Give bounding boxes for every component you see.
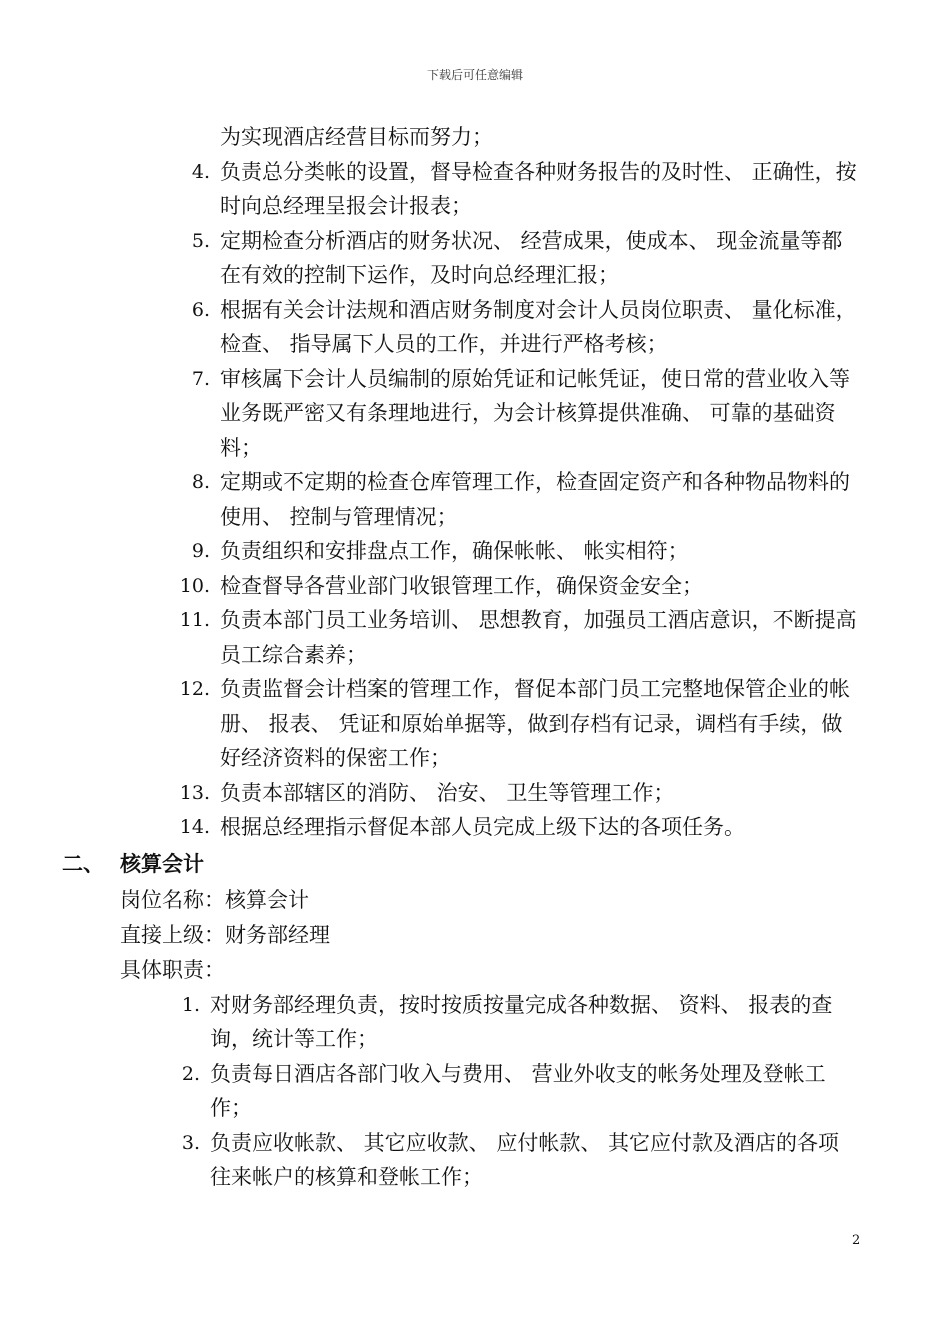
section-title: 核算会计 — [120, 851, 204, 876]
page-number: 2 — [852, 1233, 861, 1248]
list-item — [0, 672, 950, 776]
list-item — [0, 224, 950, 293]
list-item — [0, 603, 950, 672]
list-item-text: 负责监督会计档案的管理工作，督促本部门员工完整地保管企业的帐册、 报表、 凭证和原始单据等，做到存档有记录，调档有手续，做好经济资料的保密工作； — [220, 677, 850, 770]
list-item — [0, 1057, 950, 1126]
list-item — [0, 534, 950, 569]
list-item — [0, 362, 950, 466]
direct-supervisor: 直接上级：财务部经理 — [120, 922, 330, 947]
list-item-number: 1. — [181, 993, 200, 1016]
list-item-text: 负责应收帐款、 其它应收款、 应付帐款、 其它应付款及酒店的各项往来帐户的核算和登帐工作； — [210, 1130, 840, 1189]
section-heading — [0, 845, 950, 883]
list-item — [0, 810, 950, 845]
list-item-text: 根据有关会计法规和酒店财务制度对会计人员岗位职责、 量化标准，检查、 指导属下人员的工作，并进行严格考核； — [220, 297, 857, 356]
list-item-number: 3. — [181, 1131, 200, 1154]
list-item — [0, 1126, 950, 1195]
list-item-text: 负责每日酒店各部门收入与费用、 营业外收支的帐务处理及登帐工作； — [210, 1061, 826, 1120]
list-item-text: 负责组织和安排盘点工作，确保帐帐、 帐实相符； — [220, 539, 689, 563]
continuation-line: 为实现酒店经营目标而努力； — [220, 125, 493, 149]
document-body — [0, 120, 950, 1195]
list-item-text: 负责本部门员工业务培训、 思想教育，加强员工酒店意识，不断提高员工综合素养； — [220, 608, 857, 667]
list-item-number: 2. — [181, 1062, 200, 1085]
list-item-number: 4. — [191, 160, 210, 183]
duties-label: 具体职责： — [120, 957, 225, 982]
list-item-text: 负责本部辖区的消防、 治安、 卫生等管理工作； — [220, 780, 675, 805]
list-item-number: 5. — [191, 229, 210, 252]
list-item-number: 8. — [191, 471, 210, 493]
list-item — [0, 988, 950, 1057]
list-item-text: 审核属下会计人员编制的原始凭证和记帐凭证，使日常的营业收入等业务既严密又有条理地进行，为会计核算提供准确、 可靠的基础资料； — [220, 366, 850, 460]
list-item — [0, 155, 950, 224]
list-item-text: 根据总经理指示督促本部人员完成上级下达的各项任务。 — [220, 815, 745, 839]
list-item-number: 10. — [179, 574, 210, 597]
list-item-number: 12. — [179, 678, 210, 700]
list-item-text: 定期检查分析酒店的财务状况、 经营成果，使成本、 现金流量等都在有效的控制下运作，及时向总经理汇报； — [220, 228, 843, 287]
section-number: 二、 — [62, 851, 104, 876]
section2-list — [0, 988, 950, 1195]
list-item-text: 检查督导各营业部门收银管理工作，确保资金安全； — [220, 573, 703, 598]
list-item — [0, 465, 950, 534]
list-item-text: 对财务部经理负责，按时按质按量完成各种数据、 资料、 报表的查询，统计等工作； — [210, 992, 833, 1051]
list-item-number: 13. — [179, 781, 210, 804]
list-item-number: 14. — [179, 816, 210, 838]
page-header-note: 下载后可任意编辑 — [426, 68, 523, 82]
list-item-number: 11. — [179, 609, 210, 631]
list-item-number: 6. — [191, 298, 210, 321]
position-name: 岗位名称：核算会计 — [120, 887, 309, 912]
list-item-text: 负责总分类帐的设置，督导检查各种财务报告的及时性、 正确性，按时向总经理呈报会计报表； — [220, 159, 857, 218]
list-item-text: 定期或不定期的检查仓库管理工作，检查固定资产和各种物品物料的使用、 控制与管理情况； — [220, 470, 850, 529]
list-item-number: 7. — [191, 367, 210, 390]
list-item-number: 9. — [191, 540, 210, 562]
list-item — [0, 293, 950, 362]
list-item — [0, 776, 950, 811]
section1-list — [0, 155, 950, 845]
list-item — [0, 569, 950, 604]
